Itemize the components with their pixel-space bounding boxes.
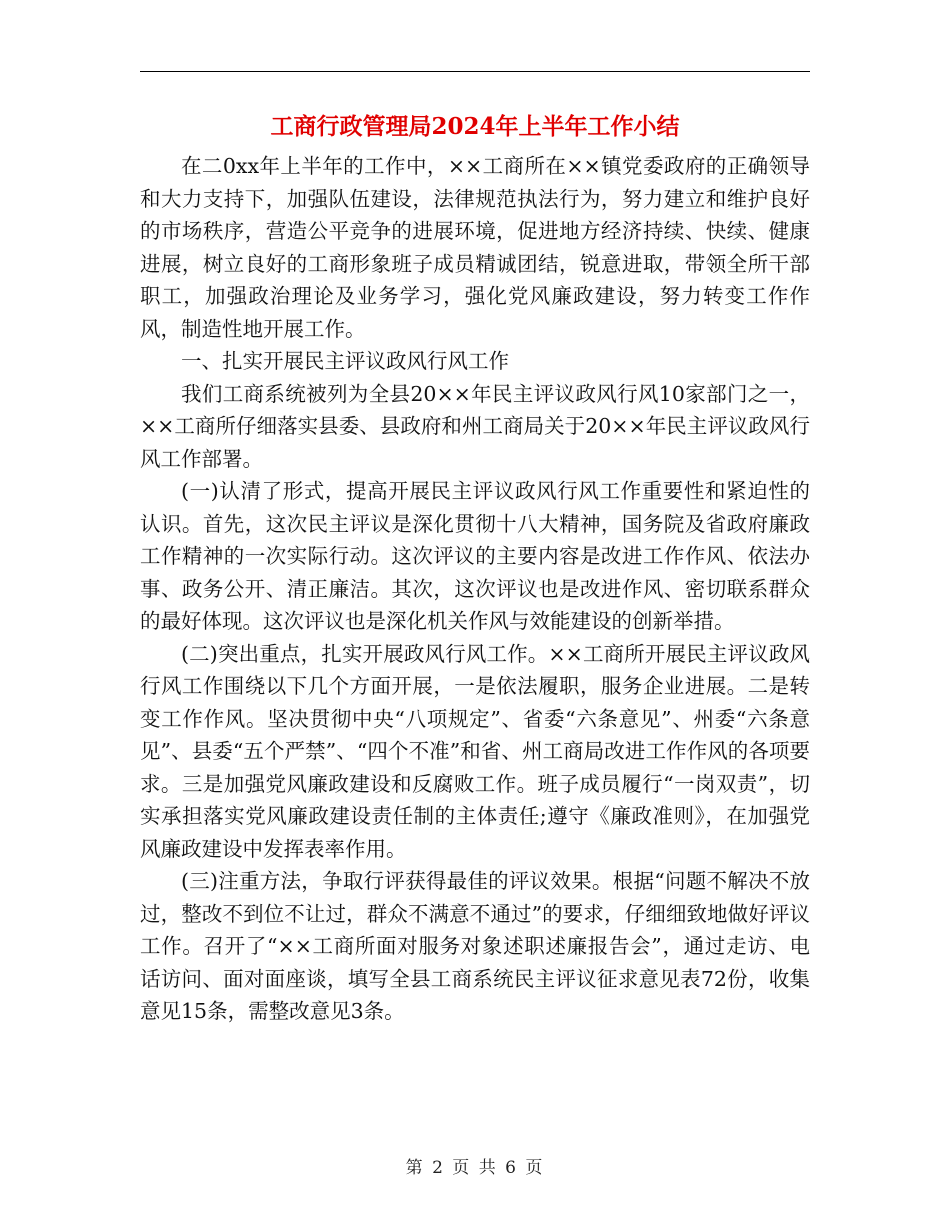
- page-number-footer: 第 2 页 共 6 页: [405, 1158, 545, 1178]
- section-heading: 一、扎实开展民主评议政风行风工作: [181, 349, 509, 373]
- paragraph: (一)认清了形式，提高开展民主评议政风行风工作重要性和紧迫性的认识。首先，这次民主评议是深化贯彻十八大精神，国务院及省政府廉政工作精神的一次实际行动。这次评议的主要内容是改进工作作风、依法办事、政务公开、清正廉洁。其次，这次评议也是改进作风、密切联系群众的最好体现。这次评议也是深化机关作风与效能建设的创新举措。: [140, 479, 810, 633]
- paragraph: (三)注重方法，争取行评获得最佳的评议效果。根据“问题不解决不放过，整改不到位不让过，群众不满意不通过”的要求，仔细细致地做好评议工作。召开了“××工商所面对服务对象述职述廉报告会”，通过走访、电话访问、面对面座谈，填写全县工商系统民主评议征求意见表72份，收集意见15条，需整改意见3条。: [140, 869, 810, 1023]
- document-title: 工商行政管理局2024年上半年工作小结: [270, 113, 680, 140]
- intro-paragraph: 在二0xx年上半年的工作中，××工商所在××镇党委政府的正确领导和大力支持下，加强队伍建设，法律规范执法行为，努力建立和维护良好的市场秩序，营造公平竞争的进展环境，促进地方经济持续、快续、健康进展，树立良好的工商形象班子成员精诚团结，锐意进取，带领全所干部职工，加强政治理论及业务学习，强化党风廉政建设，努力转变工作作风，制造性地开展工作。: [140, 154, 810, 341]
- header-rule: [140, 71, 810, 72]
- document-body: [140, 150, 810, 1028]
- paragraph: (二)突出重点，扎实开展政风行风工作。××工商所开展民主评议政风行风工作围绕以下几个方面开展，一是依法履职，服务企业进展。二是转变工作作风。坚决贯彻中央“八项规定”、省委“六条意见”、州委“六条意见”、县委“五个严禁”、“四个不准”和省、州工商局改进工作作风的各项要求。三是加强党风廉政建设和反腐败工作。班子成员履行“一岗双责”，切实承担落实党风廉政建设责任制的主体责任;遵守《廉政准则》，在加强党风廉政建设中发挥表率作用。: [140, 641, 810, 861]
- paragraph: 我们工商系统被列为全县20××年民主评议政风行风10家部门之一，××工商所仔细落实县委、县政府和州工商局关于20××年民主评议政风行风工作部署。: [140, 381, 810, 471]
